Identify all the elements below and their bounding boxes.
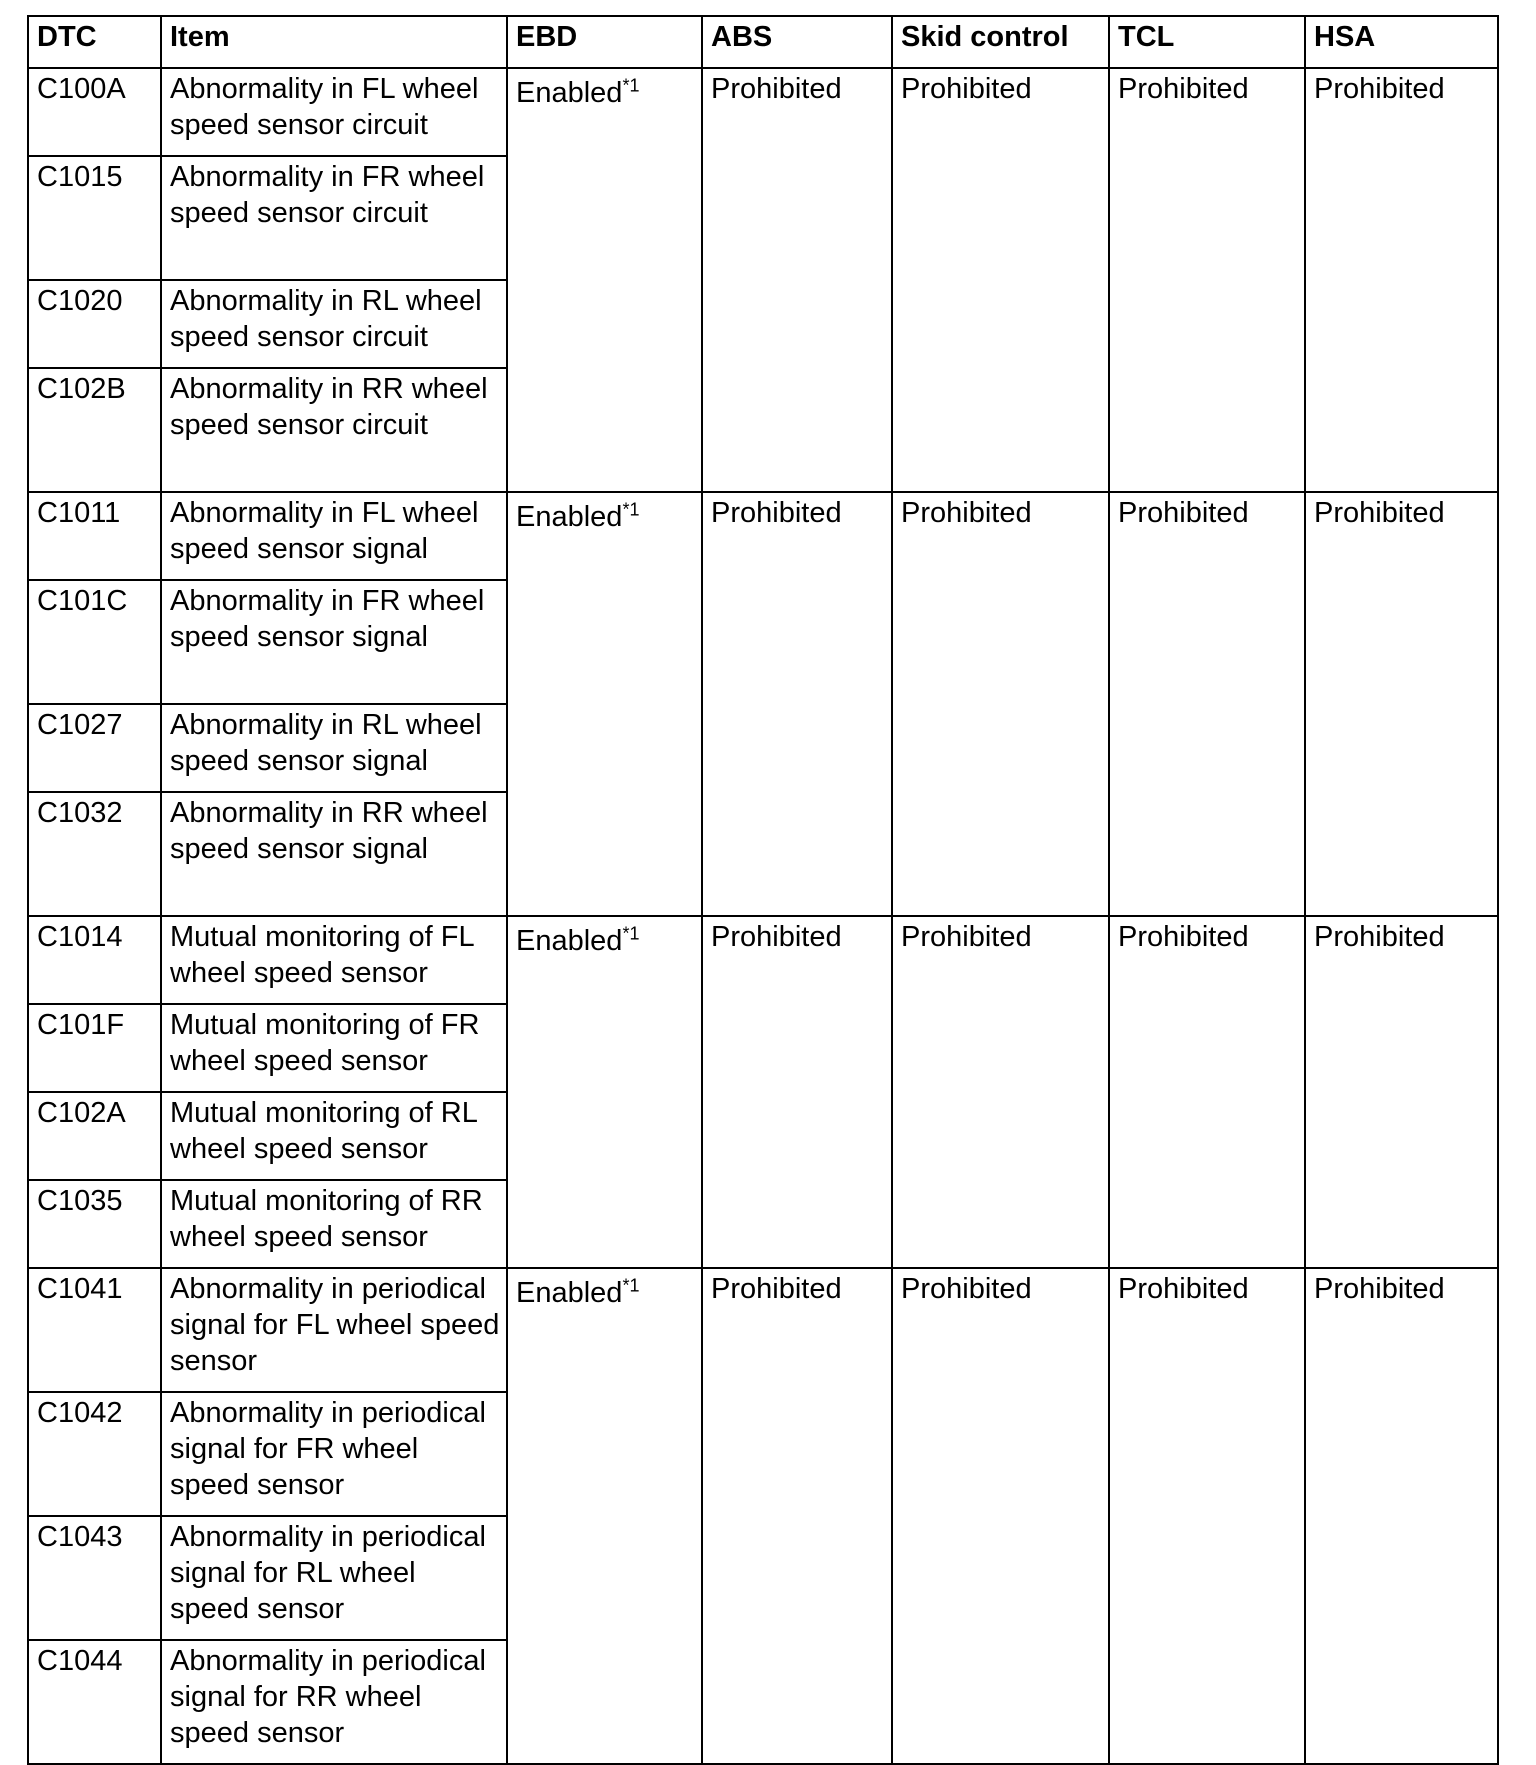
item-cell: Mutual monitoring of FL wheel speed sensor <box>161 916 507 1004</box>
abs-cell: Prohibited <box>702 492 892 916</box>
dtc-cell: C1032 <box>28 792 161 916</box>
tcl-cell: Prohibited <box>1109 1268 1305 1764</box>
dtc-cell: C1042 <box>28 1392 161 1516</box>
item-cell: Abnormality in RR wheel speed sensor signal <box>161 792 507 916</box>
table-row <box>28 916 1498 1004</box>
dtc-cell: C1043 <box>28 1516 161 1640</box>
header-item: Item <box>161 16 507 68</box>
item-cell: Abnormality in RL wheel speed sensor signal <box>161 704 507 792</box>
ebd-cell <box>507 492 702 916</box>
dtc-cell: C100A <box>28 68 161 156</box>
skid-control-cell: Prohibited <box>892 916 1109 1268</box>
ebd-cell <box>507 68 702 492</box>
hsa-cell: Prohibited <box>1305 492 1498 916</box>
header-dtc: DTC <box>28 16 161 68</box>
item-cell: Abnormality in FR wheel speed sensor signal <box>161 580 507 704</box>
item-cell: Abnormality in FL wheel speed sensor circuit <box>161 68 507 156</box>
tcl-cell: Prohibited <box>1109 492 1305 916</box>
item-cell: Abnormality in periodical signal for FL wheel speed sensor <box>161 1268 507 1392</box>
dtc-cell: C101C <box>28 580 161 704</box>
item-cell: Abnormality in periodical signal for RR wheel speed sensor <box>161 1640 507 1764</box>
dtc-table <box>27 15 1499 1765</box>
dtc-cell: C1020 <box>28 280 161 368</box>
header-hsa: HSA <box>1305 16 1498 68</box>
item-cell: Abnormality in RL wheel speed sensor circuit <box>161 280 507 368</box>
table-row <box>28 68 1498 156</box>
ebd-value: Enabled <box>516 925 623 957</box>
abs-cell: Prohibited <box>702 1268 892 1764</box>
table-row <box>28 1268 1498 1392</box>
item-cell: Mutual monitoring of RR wheel speed sensor <box>161 1180 507 1268</box>
item-cell: Abnormality in RR wheel speed sensor circuit <box>161 368 507 492</box>
tcl-cell: Prohibited <box>1109 68 1305 492</box>
abs-cell: Prohibited <box>702 916 892 1268</box>
ebd-value: Enabled <box>516 501 623 533</box>
footnote-ref: *1 <box>622 923 640 944</box>
dtc-cell: C102A <box>28 1092 161 1180</box>
item-cell: Abnormality in FR wheel speed sensor circuit <box>161 156 507 280</box>
ebd-value: Enabled <box>516 1277 623 1309</box>
header-row <box>28 16 1498 68</box>
dtc-cell: C1035 <box>28 1180 161 1268</box>
skid-control-cell: Prohibited <box>892 1268 1109 1764</box>
item-cell: Abnormality in periodical signal for FR wheel speed sensor <box>161 1392 507 1516</box>
dtc-cell: C1027 <box>28 704 161 792</box>
header-tcl: TCL <box>1109 16 1305 68</box>
hsa-cell: Prohibited <box>1305 916 1498 1268</box>
ebd-cell <box>507 1268 702 1764</box>
dtc-cell: C1044 <box>28 1640 161 1764</box>
dtc-cell: C1011 <box>28 492 161 580</box>
hsa-cell: Prohibited <box>1305 1268 1498 1764</box>
header-abs: ABS <box>702 16 892 68</box>
skid-control-cell: Prohibited <box>892 492 1109 916</box>
table-row <box>28 492 1498 580</box>
header-ebd: EBD <box>507 16 702 68</box>
footnote-ref: *1 <box>622 1275 640 1296</box>
skid-control-cell: Prohibited <box>892 68 1109 492</box>
dtc-cell: C102B <box>28 368 161 492</box>
item-cell: Mutual monitoring of RL wheel speed sensor <box>161 1092 507 1180</box>
dtc-cell: C1014 <box>28 916 161 1004</box>
hsa-cell: Prohibited <box>1305 68 1498 492</box>
ebd-value: Enabled <box>516 77 623 109</box>
tcl-cell: Prohibited <box>1109 916 1305 1268</box>
item-cell: Abnormality in FL wheel speed sensor signal <box>161 492 507 580</box>
dtc-cell: C101F <box>28 1004 161 1092</box>
dtc-cell: C1041 <box>28 1268 161 1392</box>
footnote-ref: *1 <box>622 499 640 520</box>
ebd-cell <box>507 916 702 1268</box>
header-skid-control: Skid control <box>892 16 1109 68</box>
item-cell: Mutual monitoring of FR wheel speed sensor <box>161 1004 507 1092</box>
item-cell: Abnormality in periodical signal for RL wheel speed sensor <box>161 1516 507 1640</box>
dtc-cell: C1015 <box>28 156 161 280</box>
footnote-ref: *1 <box>622 75 640 96</box>
abs-cell: Prohibited <box>702 68 892 492</box>
